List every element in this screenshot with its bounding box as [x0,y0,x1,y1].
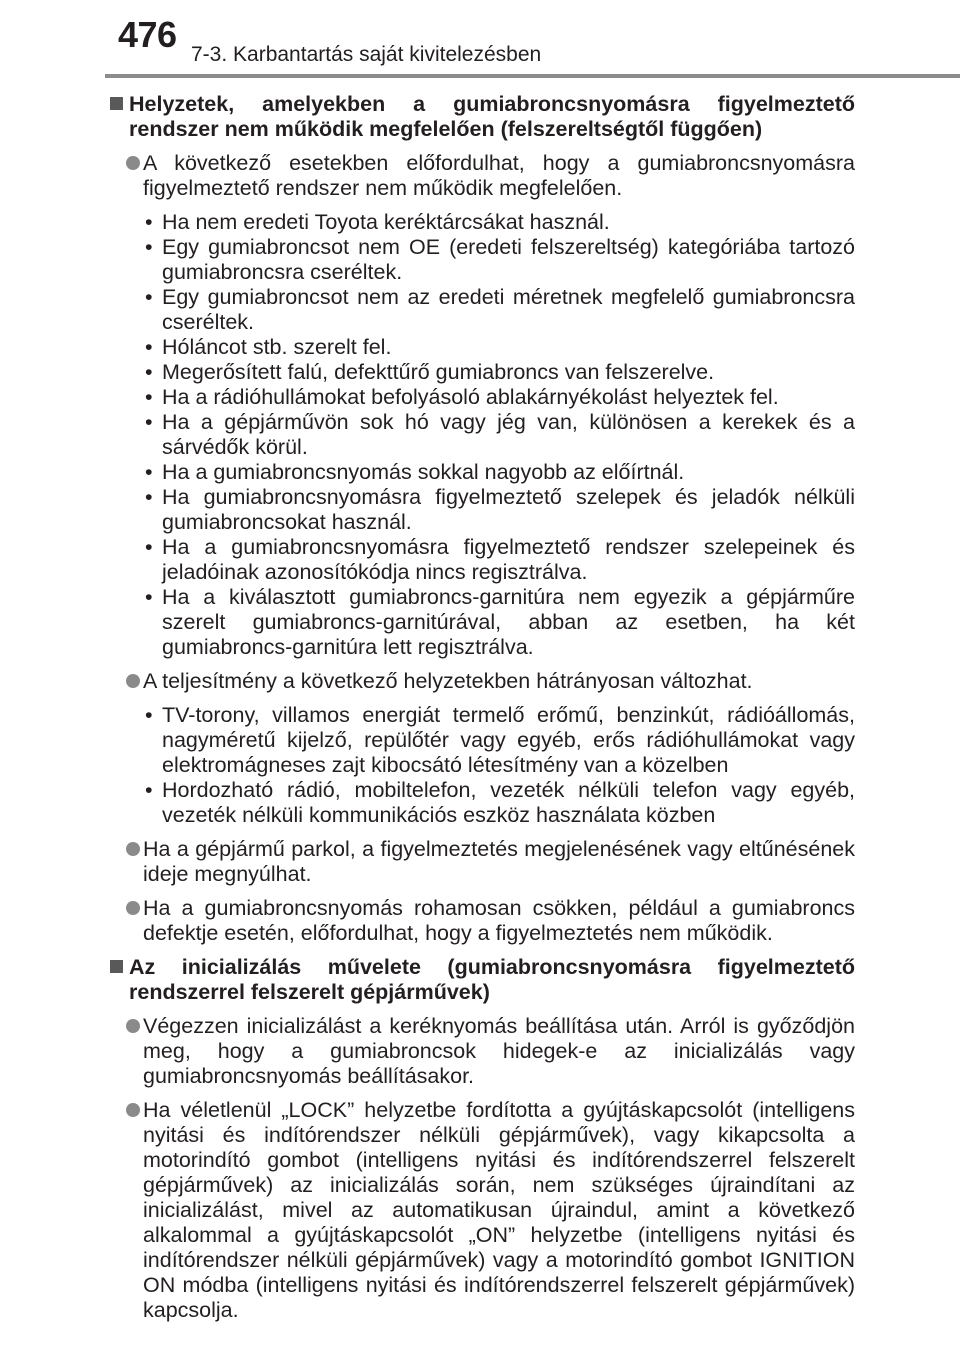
section-heading-initialization [110,955,855,1005]
item-text: Ha véletlenül „LOCK” helyzetbe fordította a gyújtáskapcsolót (intelligens nyitási és indítórendszer nélküli gépjárművek), vagy kikapcsolta a motorindító gombot (intelligens nyitási és indítórendszerrel felszerelt gépjárművek) az inicializálás során, nem szükséges újraindítani az inicializálást, mivel az automatikusan újraindul, amint a következő alkalommal a gyújtáskapcsolót „ON” helyzetbe (intelligens nyitási és indítórendszer nélküli gépjárművek) vagy a motorindító gombot IGNITION ON módba (intelligens nyitási és indítórendszerrel felszerelt gépjárművek) kapcsolja. [143,1098,855,1322]
circle-bullet-icon [126,1019,140,1033]
section-heading-tpms-malfunction [110,92,855,142]
sub-bullet-item: • Ha a kiválasztott gumiabroncs-garnitúra nem egyezik a gépjárműre szerelt gumiabroncs-garnitúrával, abban az esetben, ha két gumiabroncs-garnitúra lett regisztrálva. [145,585,855,659]
square-bullet-icon [110,97,123,110]
sub-bullet-item: • Ha a gumiabroncsnyomás sokkal nagyobb az előírtnál. [145,460,685,484]
sub-bullet-item: • Ha nem eredeti Toyota keréktárcsákat használ. [145,210,610,234]
item-text: Ha a gépjármű parkol, a figyelmeztetés megjelenésének vagy eltűnésének ideje megnyúlhat. [143,837,855,886]
sub-bullet-item: • Egy gumiabroncsot nem OE (eredeti felszereltség) kategóriába tartozó gumiabroncsra cseréltek. [145,235,855,284]
chapter-title: 7-3. Karbantartás saját kivitelezésben [191,43,542,66]
item-text: Végezzen inicializálást a keréknyomás beállítása után. Arról is győződjön meg, hogy a gumiabroncsok hidegek-e az inicializálás vagy gumiabroncsnyomás beállításakor. [143,1014,855,1088]
sub-bullet-list [110,703,855,828]
sub-bullet-list [110,210,855,660]
sub-bullet-item: • Egy gumiabroncsot nem az eredeti méretnek megfelelő gumiabroncsra cseréltek. [145,285,855,334]
section-title: Az inicializálás művelete (gumiabroncsnyomásra figyelmeztető rendszerrel felszerelt gépjárművek) [129,955,855,1004]
item-text: Ha a gumiabroncsnyomás rohamosan csökken, például a gumiabroncs defektje esetén, előfordulhat, hogy a figyelmeztetés nem működik. [143,896,855,945]
list-item [110,1098,855,1323]
circle-bullet-icon [126,674,140,688]
page-content [110,92,855,1332]
sub-bullet-item: • Ha a rádióhullámokat befolyásoló ablakárnyékolást helyeztek fel. [145,385,779,409]
list-item [110,669,855,694]
list-item [110,837,855,887]
sub-bullet-item: • TV-torony, villamos energiát termelő erőmű, benzinkút, rádióállomás, nagyméretű kijelző, repülőtér vagy egyéb, erős rádióhullámokat vagy elektromágneses zajt kibocsátó létesítmény van a közelben [145,703,855,777]
sub-bullet-item: • Ha a gumiabroncsnyomásra figyelmeztető rendszer szelepeinek és jeladóinak azonosítókódja nincs regisztrálva. [145,535,855,584]
item-text: A teljesítmény a következő helyzetekben hátrányosan változhat. [143,669,753,693]
circle-bullet-icon [126,901,140,915]
page-number: 476 [118,14,177,55]
list-item [110,1014,855,1089]
circle-bullet-icon [126,1103,140,1117]
item-text: A következő esetekben előfordulhat, hogy a gumiabroncsnyomásra figyelmeztető rendszer nem működik megfelelően. [143,151,855,200]
section-title: Helyzetek, amelyekben a gumiabroncsnyomásra figyelmeztető rendszer nem működik megfelelően (felszereltségtől függően) [129,92,855,141]
circle-bullet-icon [126,842,140,856]
list-item [110,896,855,946]
sub-bullet-item: • Hóláncot stb. szerelt fel. [145,335,392,359]
sub-bullet-item: • Ha a gépjárművön sok hó vagy jég van, különösen a kerekek és a sárvédők körül. [145,410,855,459]
sub-bullet-item: • Megerősített falú, defekttűrő gumiabroncs van felszerelve. [145,360,715,384]
circle-bullet-icon [126,156,140,170]
page-header [0,0,960,80]
square-bullet-icon [110,960,123,973]
list-item [110,151,855,201]
sub-bullet-item: • Ha gumiabroncsnyomásra figyelmeztető szelepek és jeladók nélküli gumiabroncsokat használ. [145,485,855,534]
sub-bullet-item: • Hordozható rádió, mobiltelefon, vezeték nélküli telefon vagy egyéb, vezeték nélküli kommunikációs eszköz használata közben [145,778,855,827]
header-rule [105,74,960,78]
